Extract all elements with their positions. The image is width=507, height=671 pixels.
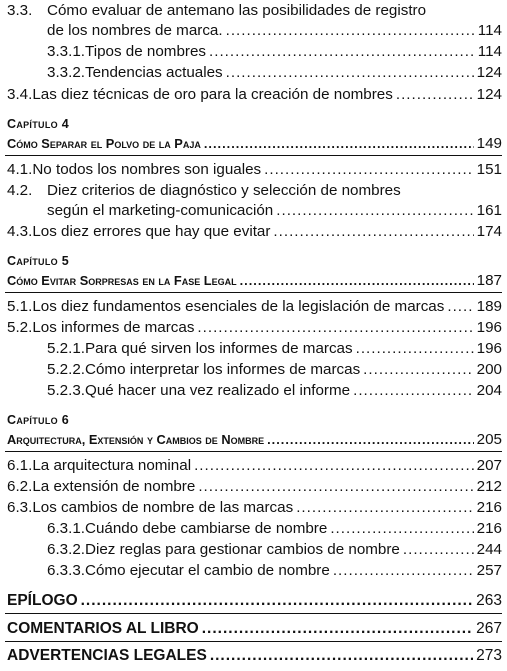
toc-entry-3-3[interactable] — [7, 2, 502, 20]
dot-leader — [194, 457, 474, 475]
entry-title: Los informes de marcas — [32, 319, 195, 336]
section-title: EPÍLOGO — [7, 592, 78, 609]
chapter-page: 205 — [476, 431, 502, 448]
entry-title: Qué hacer una vez realizado el informe — [85, 382, 351, 399]
dot-leader — [273, 223, 473, 241]
toc-advertencias[interactable] — [7, 647, 502, 665]
toc-entry-5-2-2[interactable] — [47, 361, 502, 379]
entry-title: La arquitectura nominal — [32, 457, 192, 474]
chapter-page: 187 — [476, 272, 502, 289]
dot-leader — [353, 382, 474, 400]
toc-entry-6-3-2[interactable] — [47, 541, 502, 559]
entry-page: 151 — [476, 161, 502, 178]
entry-number: 3.3.1. — [47, 43, 85, 60]
entry-title: Cómo evaluar de antemano las posibilidades de registro — [47, 2, 427, 19]
dot-leader — [333, 562, 474, 580]
entry-title: Los diez fundamentos esenciales de la legislación de marcas — [32, 298, 445, 315]
entry-title: No todos los nombres son iguales — [32, 161, 262, 178]
toc-entry-6-3-1[interactable] — [47, 520, 502, 538]
entry-number: 5.1. — [7, 298, 33, 315]
entry-number: 3.3.2. — [47, 64, 85, 81]
chapter-6-label: Capítulo 6 — [7, 413, 69, 427]
entry-title: Cuándo debe cambiarse de nombre — [85, 520, 328, 537]
entry-title: Tendencias actuales — [85, 64, 223, 81]
toc-entry-4-2-cont[interactable] — [47, 202, 502, 220]
entry-number: 3.4. — [7, 86, 33, 103]
toc-entry-5-2-1[interactable] — [47, 340, 502, 358]
toc-entry-3-3-1[interactable] — [47, 43, 502, 61]
entry-title: Los diez errores que hay que evitar — [32, 223, 271, 240]
entry-page: 257 — [476, 562, 502, 579]
chapter-6-divider — [5, 451, 502, 452]
dot-leader — [296, 499, 473, 517]
entry-page: 212 — [476, 478, 502, 495]
toc-entry-3-3-2[interactable] — [47, 64, 502, 82]
section-title: COMENTARIOS AL LIBRO — [7, 620, 199, 637]
toc-entry-4-1[interactable] — [7, 161, 502, 179]
chapter-title: Arquitectura, Extensión y Cambios de Nombre — [7, 432, 265, 447]
dot-leader — [197, 319, 473, 337]
toc-entry-5-2[interactable] — [7, 319, 502, 337]
dot-leader — [209, 43, 475, 61]
toc-entry-3-4[interactable] — [7, 86, 502, 104]
toc-entry-5-1[interactable] — [7, 298, 502, 316]
dot-leader — [276, 202, 473, 220]
entry-title: Cómo interpretar los informes de marcas — [85, 361, 361, 378]
entry-number: 6.3.1. — [47, 520, 85, 537]
entry-number: 5.2.2. — [47, 361, 85, 378]
dot-leader — [81, 592, 474, 610]
dot-leader — [210, 647, 473, 665]
entry-title: Para qué sirven los informes de marcas — [85, 340, 353, 357]
section-page: 267 — [476, 620, 502, 637]
entry-number: 6.3.2. — [47, 541, 85, 558]
entry-page: 216 — [476, 520, 502, 537]
section-page: 273 — [476, 647, 502, 664]
chapter-4-title[interactable] — [7, 135, 502, 152]
dot-leader — [403, 541, 474, 559]
entry-title: de los nombres de marca. — [47, 22, 223, 39]
entry-page: 114 — [477, 43, 502, 60]
entry-page: 124 — [476, 86, 502, 103]
entry-number: 4.3. — [7, 223, 33, 240]
entry-page: 216 — [476, 499, 502, 516]
entry-number: 6.3.3. — [47, 562, 85, 579]
dot-leader — [264, 161, 474, 179]
dot-leader — [356, 340, 474, 358]
entry-page: 124 — [476, 64, 502, 81]
entry-page: 189 — [476, 298, 502, 315]
entry-title: según el marketing-comunicación — [47, 202, 274, 219]
entry-number: 5.2. — [7, 319, 33, 336]
entry-page: 196 — [476, 319, 502, 336]
toc-entry-3-3-cont[interactable] — [47, 22, 502, 40]
entry-number: 5.2.1. — [47, 340, 85, 357]
entry-number: 4.2. — [7, 182, 33, 199]
entry-number: 5.2.3. — [47, 382, 85, 399]
toc-epilogo[interactable] — [7, 592, 502, 610]
chapter-title: Cómo Separar el Polvo de la Paja — [7, 136, 201, 151]
toc-entry-5-2-3[interactable] — [47, 382, 502, 400]
entry-page: 174 — [476, 223, 502, 240]
entry-title: Las diez técnicas de oro para la creación de nombres — [32, 86, 393, 103]
dot-leader — [396, 86, 474, 104]
dot-leader — [447, 298, 473, 316]
entry-page: 204 — [476, 382, 502, 399]
entry-number: 6.2. — [7, 478, 33, 495]
dot-leader — [226, 22, 475, 40]
entry-page: 196 — [476, 340, 502, 357]
dot-leader — [204, 136, 474, 151]
dot-leader — [198, 478, 473, 496]
entry-number: 6.1. — [7, 457, 33, 474]
entry-page: 207 — [476, 457, 502, 474]
chapter-4-label: Capítulo 4 — [7, 117, 69, 131]
entry-title: Diez criterios de diagnóstico y selección de nombres — [47, 182, 401, 199]
entry-number: 3.3. — [7, 2, 33, 19]
dot-leader — [226, 64, 474, 82]
dot-leader — [267, 432, 474, 447]
epilogo-divider — [5, 613, 502, 614]
section-title: ADVERTENCIAS LEGALES — [7, 647, 207, 664]
section-page: 263 — [476, 592, 502, 609]
entry-title: Tipos de nombres — [85, 43, 206, 60]
comentarios-divider — [5, 641, 502, 642]
dot-leader — [202, 620, 473, 638]
toc-entry-6-1[interactable] — [7, 457, 502, 475]
toc-entry-4-2[interactable] — [7, 182, 502, 200]
dot-leader — [330, 520, 473, 538]
dot-leader — [240, 273, 474, 288]
chapter-4-divider — [5, 155, 502, 156]
chapter-page: 149 — [476, 135, 502, 152]
chapter-5-label: Capítulo 5 — [7, 254, 69, 268]
entry-number: 4.1. — [7, 161, 33, 178]
entry-title: Diez reglas para gestionar cambios de nombre — [85, 541, 400, 558]
chapter-5-title[interactable] — [7, 272, 502, 289]
dot-leader — [363, 361, 473, 379]
chapter-title: Cómo Evitar Sorpresas en la Fase Legal — [7, 273, 237, 288]
toc-entry-6-3[interactable] — [7, 499, 502, 517]
chapter-6-title[interactable] — [7, 431, 502, 448]
chapter-5-divider — [5, 292, 502, 293]
entry-page: 161 — [476, 202, 502, 219]
entry-title: La extensión de nombre — [32, 478, 196, 495]
entry-page: 244 — [476, 541, 502, 558]
toc-entry-6-2[interactable] — [7, 478, 502, 496]
toc-entry-6-3-3[interactable] — [47, 562, 502, 580]
entry-number: 6.3. — [7, 499, 33, 516]
entry-title: Los cambios de nombre de las marcas — [32, 499, 294, 516]
toc-entry-4-3[interactable] — [7, 223, 502, 241]
toc-comentarios[interactable] — [7, 620, 502, 638]
entry-title: Cómo ejecutar el cambio de nombre — [85, 562, 330, 579]
entry-page: 200 — [476, 361, 502, 378]
entry-page: 114 — [477, 22, 502, 39]
